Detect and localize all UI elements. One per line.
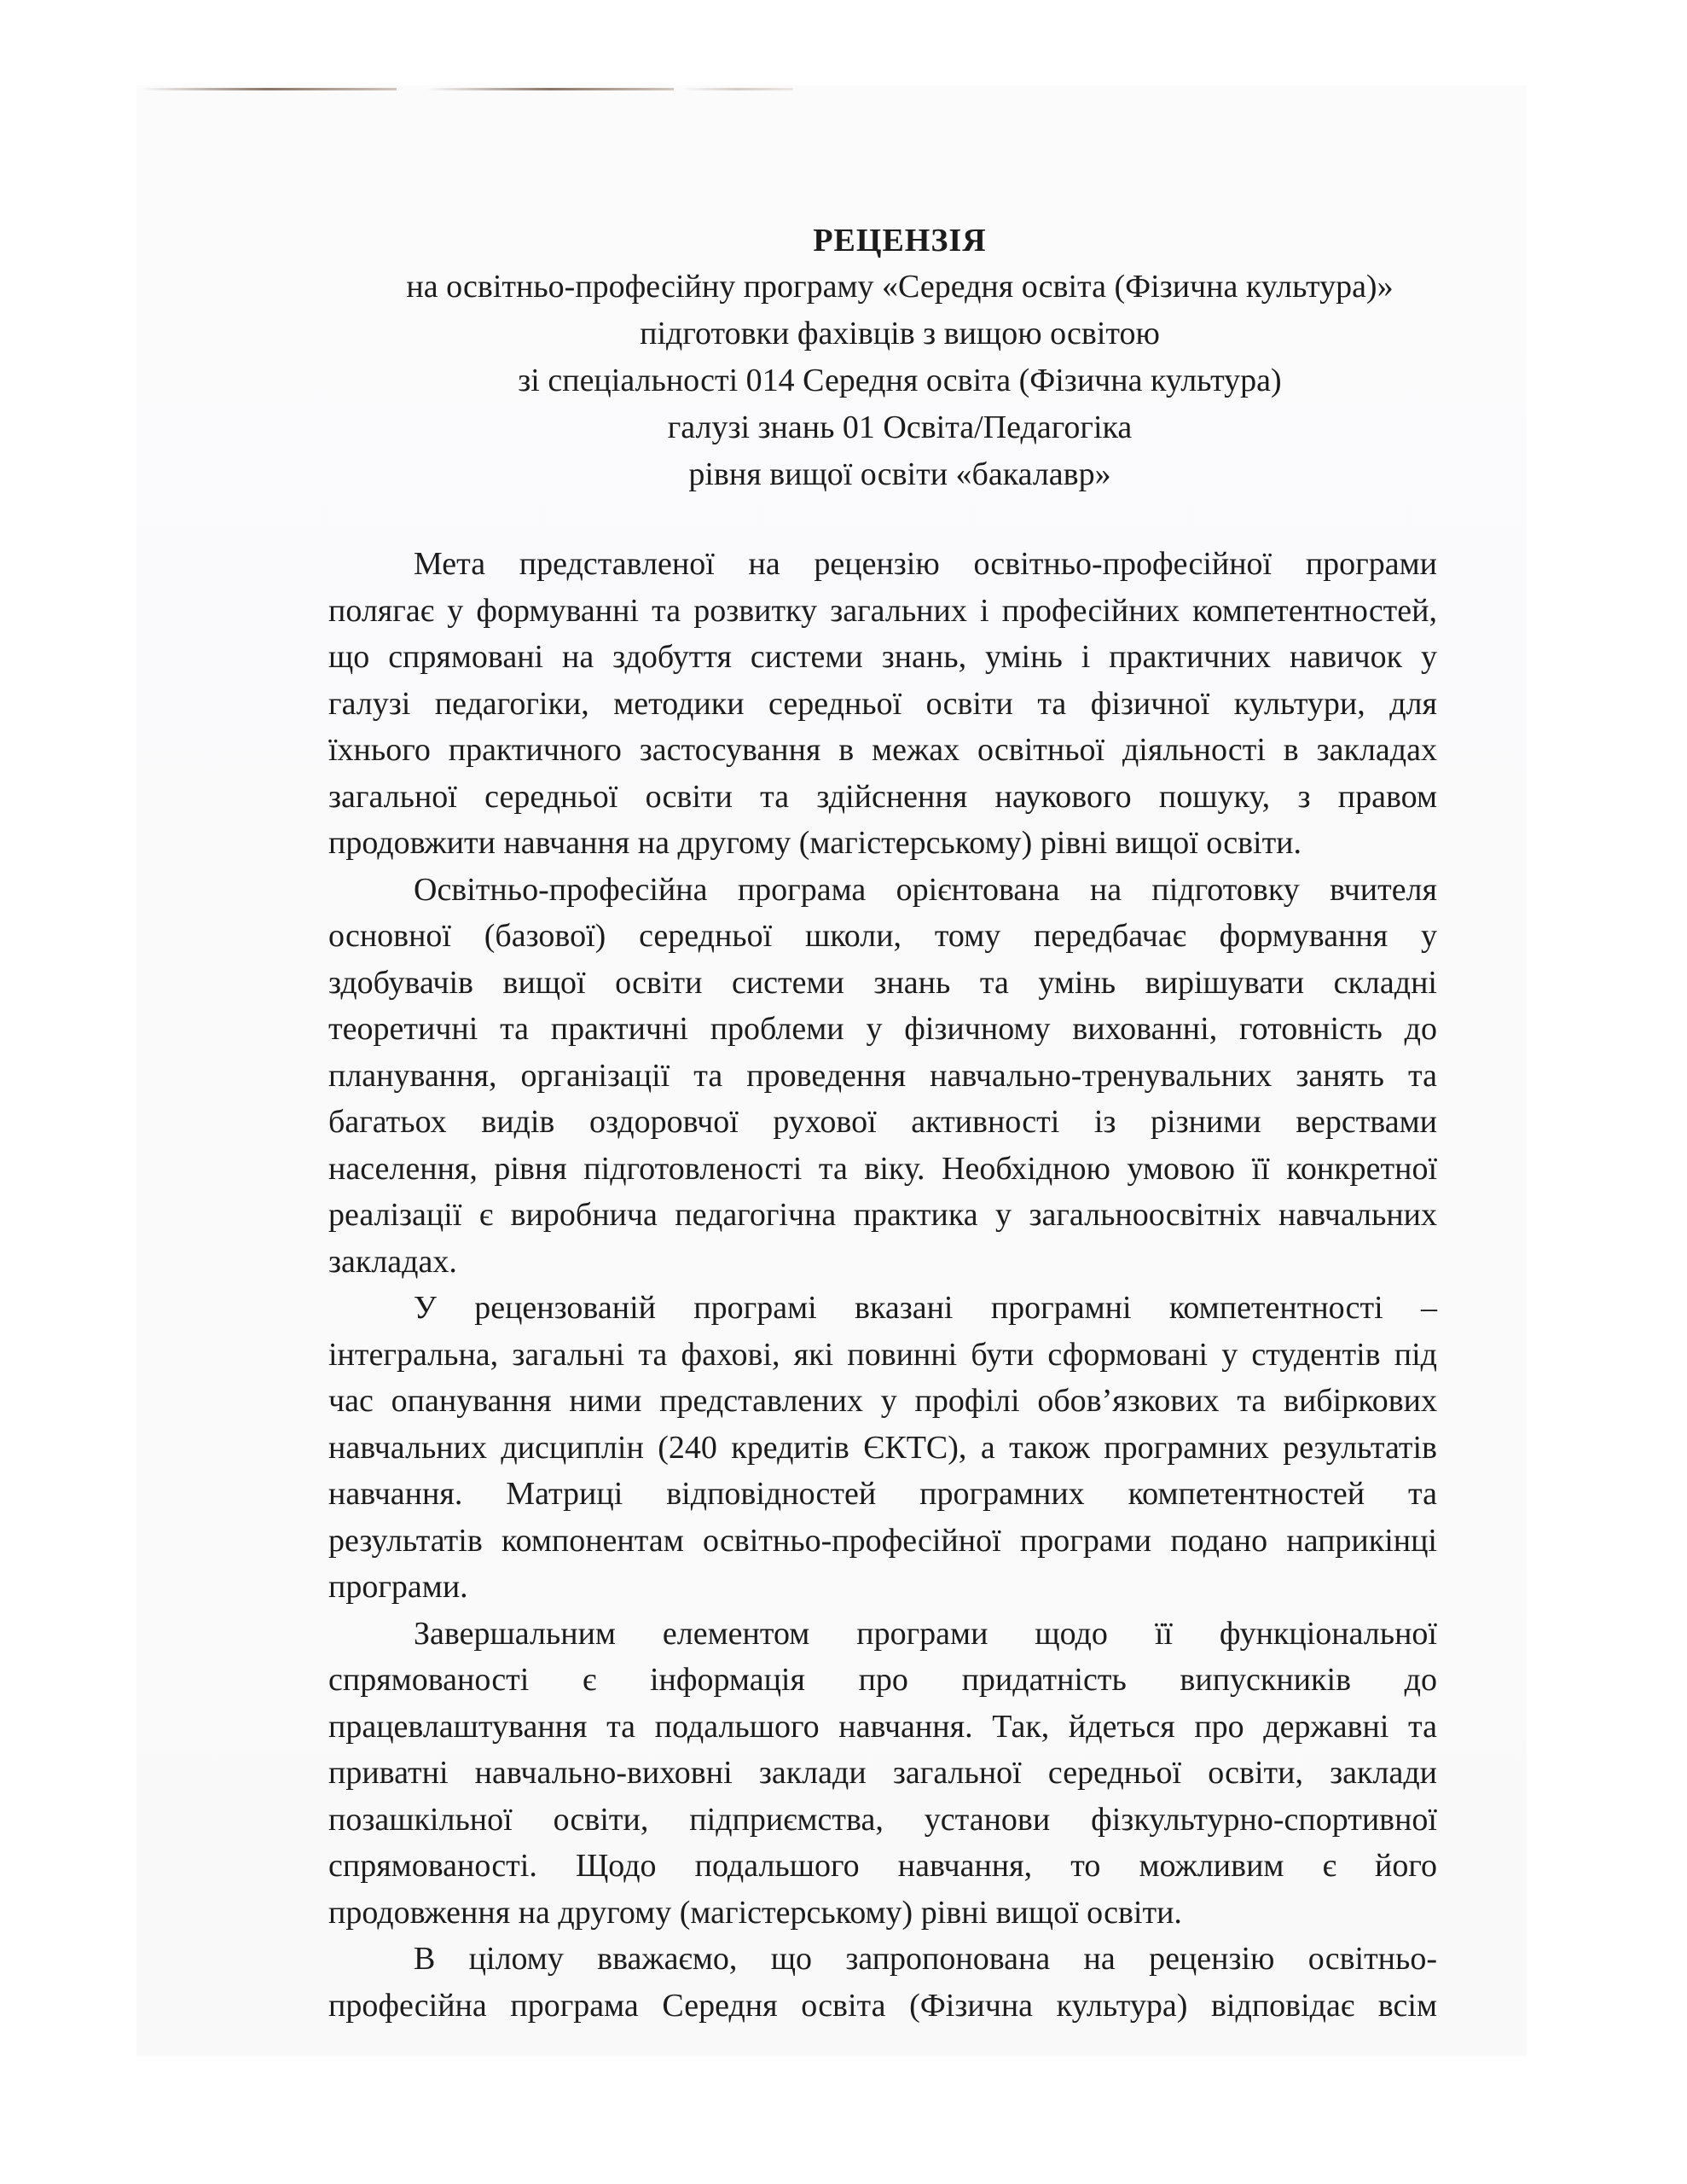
paragraph-line: інтегральна, загальні та фахові, які повинні бути сформовані у студентів під	[328, 1336, 1437, 1373]
paragraph	[328, 867, 1437, 1286]
paragraph-line: працевлаштування та подальшого навчання. Так, йдеться про державні та	[328, 1708, 1437, 1745]
subtitle-line: підготовки фахівців з вищою освітою	[640, 316, 1160, 351]
scan-edge-artifact	[141, 88, 397, 90]
paragraph-line: Освітньо-професійна програма орієнтована на підготовку вчителя	[414, 871, 1437, 908]
paragraph-line: позашкільної освіти, підприємства, установи фізкультурно-спортивної	[328, 1801, 1437, 1838]
paragraph-line: Завершальним елементом програми щодо її функціональної	[414, 1615, 1437, 1652]
paragraph-line: багатьох видів оздоровчої рухової активності із різними верствами	[328, 1104, 1437, 1140]
subtitle-line: галузі знань 01 Освіта/Педагогіка	[667, 410, 1133, 445]
paragraph-line: спрямованості. Щодо подальшого навчання, то можливим є його	[328, 1848, 1437, 1884]
paragraph-line: приватні навчально-виховні заклади загальної середньої освіти, заклади	[328, 1755, 1437, 1791]
scan-edge-artifact	[682, 88, 793, 90]
paragraph-line: їхнього практичного застосування в межах освітньої діяльності в закладах	[328, 732, 1437, 768]
paragraph-line: програми.	[328, 1569, 468, 1605]
paragraph-line: планування, організації та проведення навчально-тренувальних занять та	[328, 1057, 1437, 1094]
scan-edge-artifact	[426, 88, 674, 90]
paragraph	[328, 541, 1437, 867]
paragraph-line: У рецензованій програмі вказані програмні компетентності –	[414, 1290, 1437, 1326]
paragraph	[328, 1611, 1437, 1937]
paragraph-line: продовження на другому (магістерському) рівні вищої освіти.	[328, 1894, 1182, 1931]
paragraph-line: навчання. Матриці відповідностей програмних компетентностей та	[328, 1476, 1437, 1512]
paragraph-line: основної (базової) середньої школи, тому передбачає формування у	[328, 918, 1437, 954]
paragraph-line: галузі педагогіки, методики середньої освіти та фізичної культури, для	[328, 685, 1437, 722]
paragraph-line: результатів компонентам освітньо-професійної програми подано наприкінці	[328, 1522, 1437, 1559]
paragraph-line: спрямованості є інформація про придатність випускників до	[328, 1662, 1437, 1698]
subtitle-line: зі спеціальності 014 Середня освіта (Фізична культура)	[518, 363, 1282, 398]
paragraph-line: продовжити навчання на другому (магістерському) рівні вищої освіти.	[328, 825, 1302, 861]
paragraph-line: реалізації є виробнича педагогічна практика у загальноосвітніх навчальних	[328, 1197, 1437, 1233]
paragraph-line: здобувачів вищої освіти системи знань та умінь вирішувати складні	[328, 964, 1437, 1001]
document-header	[362, 218, 1437, 498]
subtitle-line: рівня вищої освіти «бакалавр»	[688, 456, 1111, 492]
paragraph-line: що спрямовані на здобуття системи знань, умінь і практичних навичок у	[328, 639, 1437, 675]
paragraph-line: професійна програма Середня освіта (Фізична культура) відповідає всім	[328, 1987, 1437, 2024]
document	[328, 218, 1437, 2029]
paragraph-line: загальної середньої освіти та здійснення наукового пошуку, з правом	[328, 778, 1437, 815]
paragraph-line: час опанування ними представлених у профілі обов’язкових та вибіркових	[328, 1383, 1437, 1419]
paragraph-line: теоретичні та практичні проблеми у фізичному вихованні, готовність до	[328, 1011, 1437, 1047]
paragraph-line: Мета представленої на рецензію освітньо-професійної програми	[414, 546, 1437, 582]
paragraph-line: полягає у формуванні та розвитку загальних і професійних компетентностей,	[328, 592, 1437, 629]
paragraph	[328, 1285, 1437, 1611]
paragraph	[328, 1936, 1437, 2029]
paragraph-line: населення, рівня підготовленості та віку. Необхідною умовою її конкретної	[328, 1150, 1437, 1187]
document-body	[328, 541, 1437, 2029]
subtitle-line: на освітньо-професійну програму «Середня освіта (Фізична культура)»	[406, 269, 1394, 305]
paragraph-line: навчальних дисциплін (240 кредитів ЄКТС), а також програмних результатів	[328, 1429, 1437, 1466]
paragraph-line: закладах.	[328, 1243, 457, 1280]
document-title: РЕЦЕНЗІЯ	[813, 223, 987, 258]
paragraph-line: В цілому вважаємо, що запропонована на рецензію освітньо-	[414, 1941, 1437, 1977]
